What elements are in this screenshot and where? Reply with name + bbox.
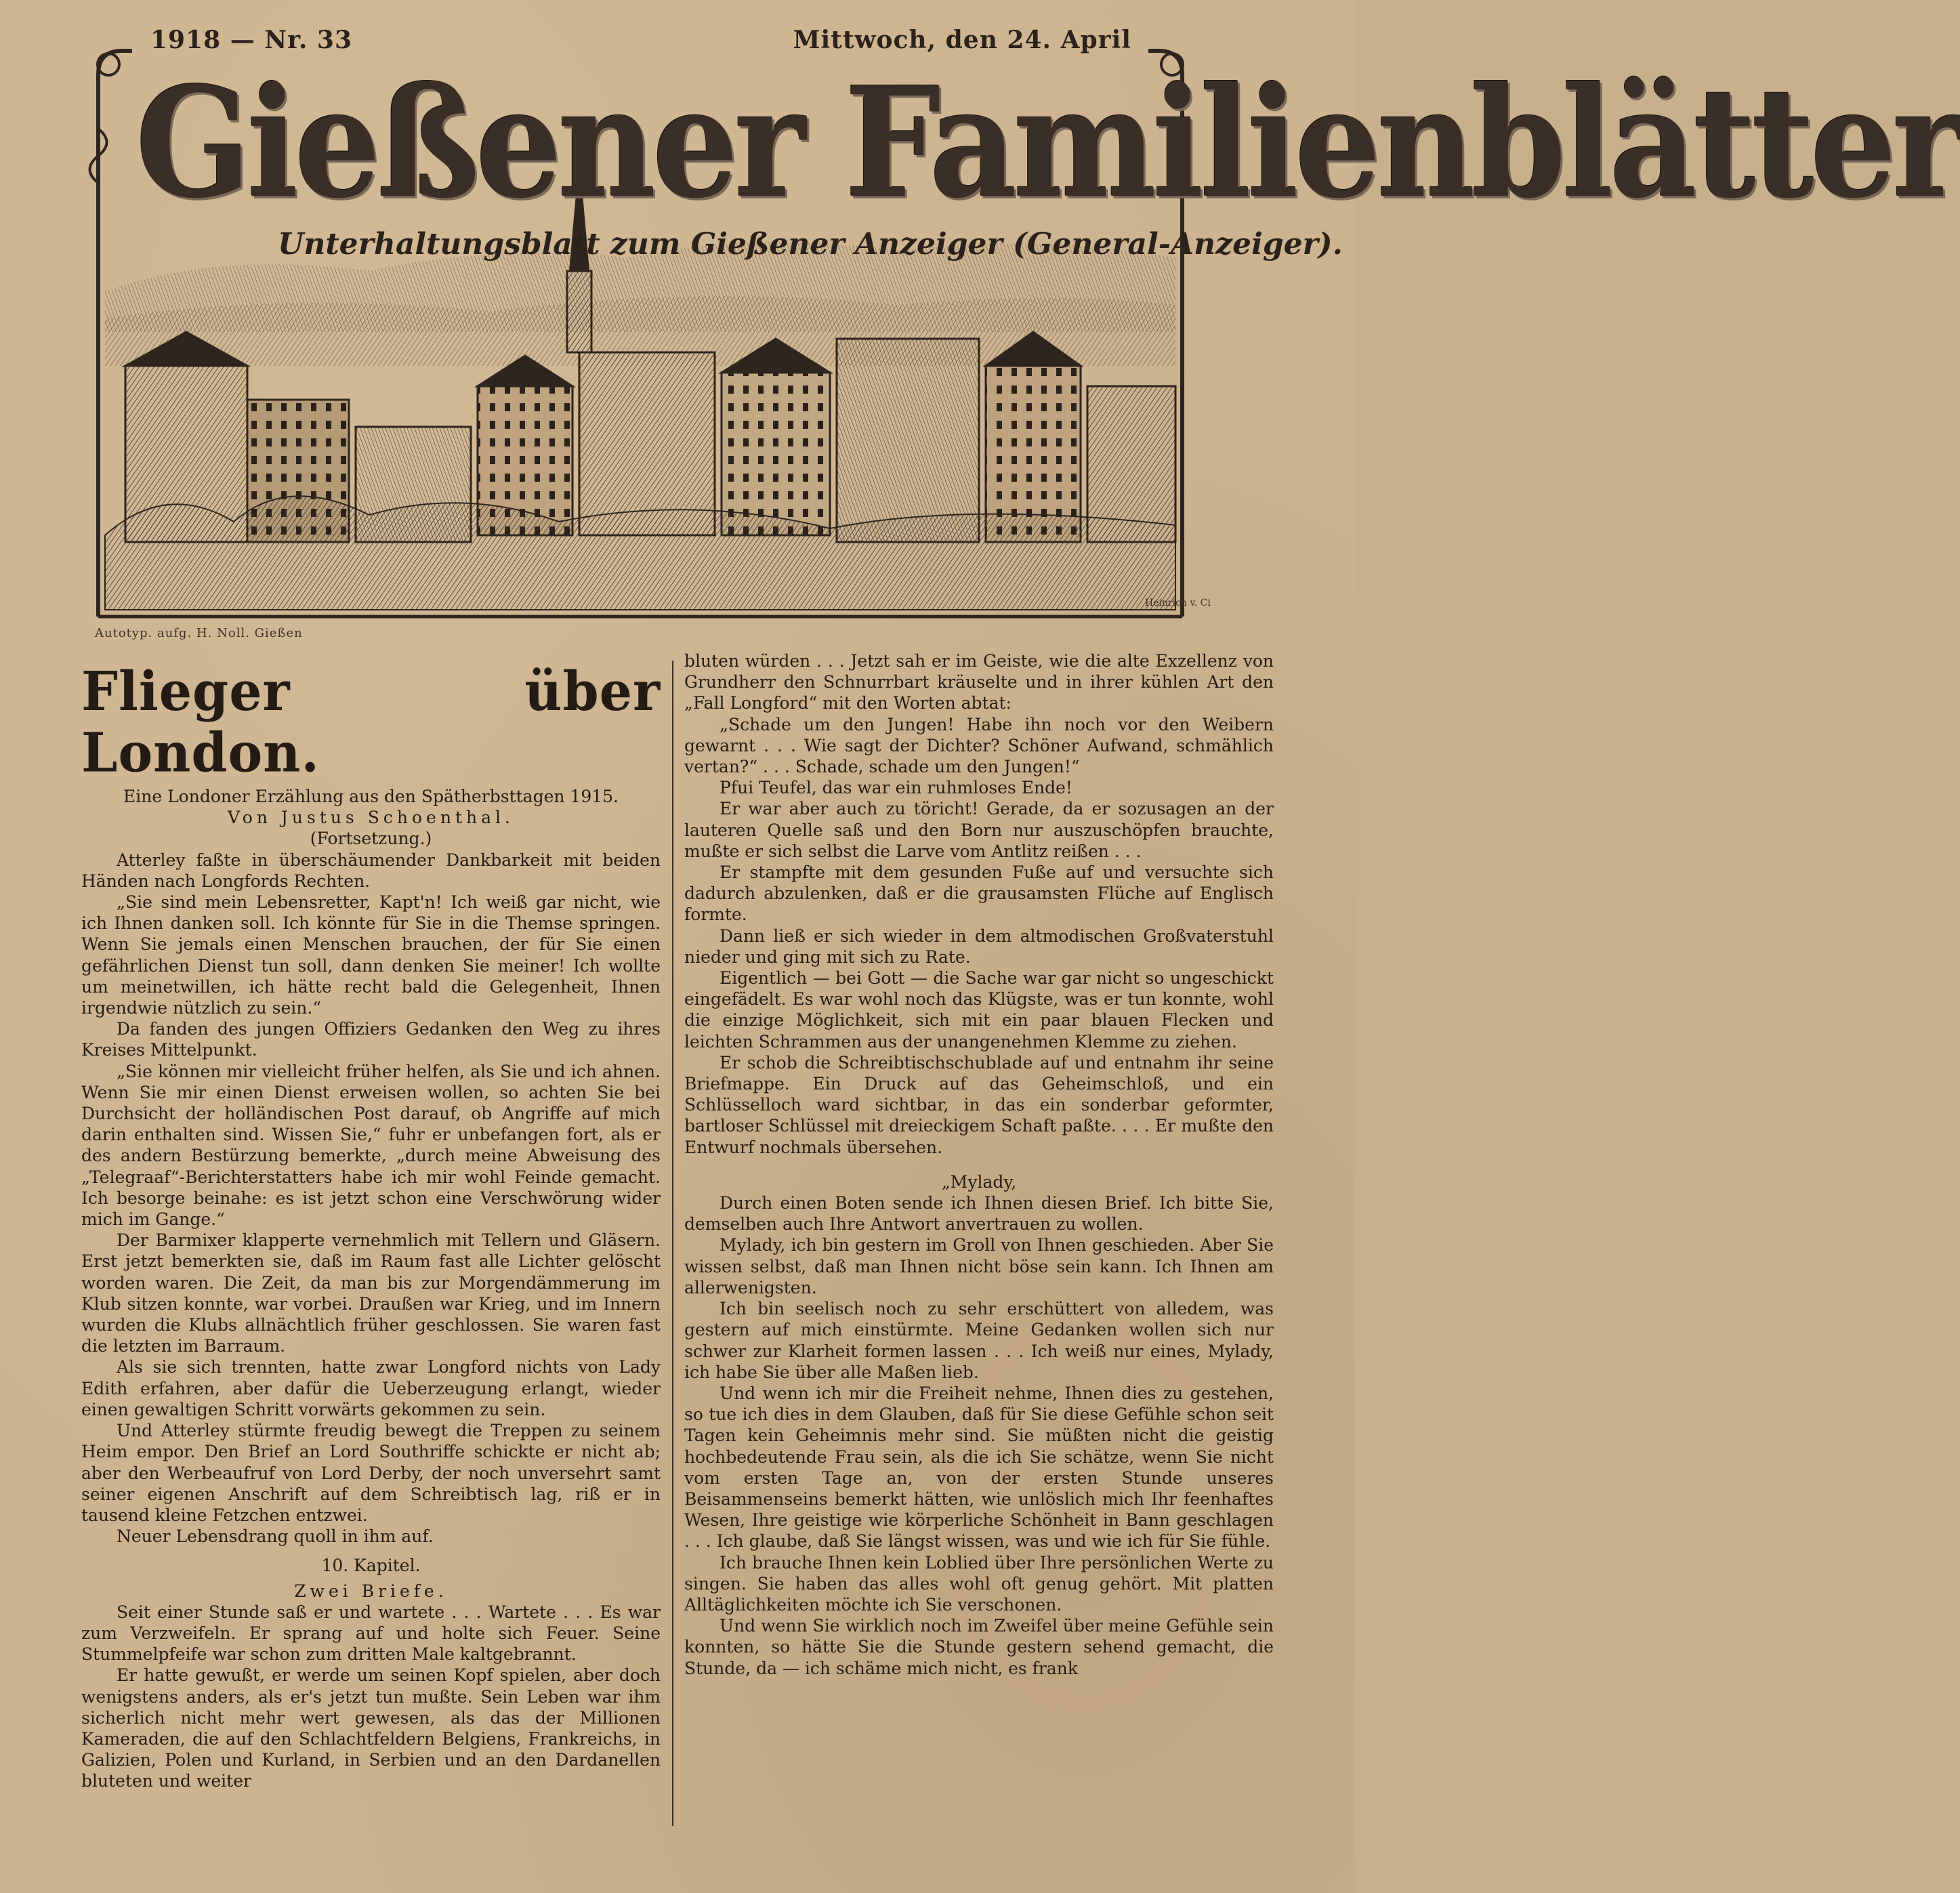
paragraph: Der Barmixer klapperte vernehmlich mit Tellern und Gläsern. Erst jetzt bemerkten sie, daß im Raum fast alle Lichter gelöscht worden waren. Die Zeit, da man bis zur Morgendämmerung im Klub sitzen konnte, war vorbei. Draußen war Krieg, und im Innern wurden die Klubs allnächtlich früher geschlossen. Sie waren fast die letzten im Barraum. xyxy=(81,1230,661,1356)
article-title: Flieger über London. xyxy=(81,659,661,785)
paragraph: Atterley faßte in überschäumender Dankbarkeit mit beiden Händen nach Longfords Rechten. xyxy=(81,850,661,891)
letter-paragraph: Ich bin seelisch noch zu sehr erschüttert von alledem, was gestern auf mich einstürmte. Meine Gedanken wollen sich nur schwer zur Klarheit formen lassen . . . Ich weiß nur eines, Mylady, ich habe Sie über alle Maßen lieb. xyxy=(684,1299,1274,1382)
letter-paragraph: Ich brauche Ihnen kein Loblied über Ihre persönlichen Werte zu singen. Sie haben das alles wohl oft genug gehört. Mit platten Alltäglichkeiten möchte ich Sie verschonen. xyxy=(684,1552,1274,1615)
paragraph: bluten würden . . . Jetzt sah er im Geiste, wie die alte Exzellenz von Grundherr den Schnurrbart kräuselte und in ihrer kühlen Art den „Fall Longford“ mit den Worten abtat: xyxy=(684,651,1274,713)
letter-paragraph: Und wenn ich mir die Freiheit nehme, Ihnen dies zu gestehen, so tue ich dies in dem Glauben, daß für Sie diese Gefühle schon seit Tagen kein Geheimnis mehr sind. Sie müßten nicht die geistig hochbedeutende Frau sein, als die ich Sie schätze, wenn Sie nicht vom ersten Tage an, von der ersten Stunde unseres Beisammenseins bemerkt hätten, wie unlöslich mich Ihr feenhaftes Wesen, Ihre geistige wie körperliche Schönheit in Bann geschlagen . . . Ich glaube, daß Sie längst wissen, was und wie ich für Sie fühle. xyxy=(684,1383,1274,1552)
paragraph: Er schob die Schreibtischschublade auf und entnahm ihr seine Briefmappe. Ein Druck auf das Geheimschloß, und ein Schlüsselloch ward sichtbar, in das ein sonderbar geformter, bartloser Schlüssel mit dreieckigem Schaft paßte. . . . Er mußte den Entwurf nochmals übersehen. xyxy=(684,1052,1274,1157)
paragraph: Und Atterley stürmte freudig bewegt die Treppen zu seinem Heim empor. Den Brief an Lord Southriffe schickte er nicht ab; aber den Werbeaufruf von Lord Derby, der noch unversehrt samt seiner eigenen Anschrift auf dem Schreibtisch lag, riß er in tausend kleine Fetzchen entzwei. xyxy=(81,1421,661,1525)
artist-signature: Heinrich v. Ci xyxy=(1145,598,1211,608)
paragraph: Neuer Lebensdrang quoll in ihm auf. xyxy=(117,1526,434,1547)
article-author: Von Justus Schoenthal. xyxy=(228,808,514,828)
paragraph: Pfui Teufel, das war ein ruhmloses Ende! xyxy=(720,778,1072,798)
paragraph: „Schade um den Jungen! Habe ihn noch vor den Weibern gewarnt . . . Wie sagt der Dichter? Schöner Aufwand, schmählich vertan?“ . . . Schade, schade um den Jungen!“ xyxy=(684,714,1274,777)
newspaper-title: Gießener Familienblätter xyxy=(135,54,1960,233)
newspaper-subtitle: Unterhaltungsblatt zum Gießener Anzeiger (General-Anzeiger). xyxy=(278,227,1343,262)
article-column-right xyxy=(684,650,1274,1679)
chapter-number: 10. Kapitel. xyxy=(321,1556,421,1576)
issue-date: Mittwoch, den 24. April xyxy=(793,26,1131,54)
column-rule xyxy=(672,661,673,1826)
paragraph: Er stampfte mit dem gesunden Fuße auf und versuchte sich dadurch abzulenken, daß er die grausamsten Flüche auf Englisch formte. xyxy=(684,862,1274,925)
letter-paragraph: Und wenn Sie wirklich noch im Zweifel über meine Gefühle sein konnten, so hätte Sie die Stunde gestern sehend gemacht, die Stunde, da — ich schäme mich nicht, es frank xyxy=(684,1616,1274,1678)
issue-number: 1918 — Nr. 33 xyxy=(150,26,352,54)
article-column-left xyxy=(81,659,661,1792)
paragraph: Er hatte gewußt, er werde um seinen Kopf spielen, aber doch wenigstens anders, als er's jetzt tun mußte. Sein Leben war ihm sicherlich nicht mehr wert gewesen, als das der Millionen Kameraden, die auf den Schlachtfeldern Belgiens, Frankreichs, in Galizien, Polen und Kurland, in Serbien und an den Dardanellen bluteten und weiter xyxy=(81,1665,661,1791)
letter-paragraph: Mylady, ich bin gestern im Groll von Ihnen geschieden. Aber Sie wissen selbst, daß man Ihnen nicht böse sein kann. Ich Ihnen am allerwenigsten. xyxy=(684,1235,1274,1297)
paragraph: „Sie können mir vielleicht früher helfen, als Sie und ich ahnen. Wenn Sie mir einen Dienst erweisen wollen, so achten Sie bei Durchsicht der holländischen Post darauf, ob Angriffe auf mich darin enthalten sind. Wissen Sie,“ fuhr er unbefangen fort, als er des andern Bestürzung bemerkte, „durch meine Abweisung des „Telegraaf“-Berichterstatters habe ich mir wohl Feinde gemacht. Ich besorge beinahe: es ist jetzt schon eine Verschwörung wider mich im Gange.“ xyxy=(81,1061,661,1230)
article-subtitle: Eine Londoner Erzählung aus den Spätherbsttagen 1915. xyxy=(123,787,619,806)
paragraph: Da fanden des jungen Offiziers Gedanken den Weg zu ihres Kreises Mittelpunkt. xyxy=(81,1019,661,1060)
paragraph: „Sie sind mein Lebensretter, Kapt'n! Ich weiß gar nicht, wie ich Ihnen danken soll. Ich könnte für Sie in die Themse springen. Wenn Sie jemals einen Menschen brauchen, der für Sie einen gefährlichen Dienst tun soll, dann denken Sie meiner! Ich wollte um meinetwillen, ich hätte recht bald die Gelegenheit, Ihnen irgendwie nützlich zu sein.“ xyxy=(81,892,661,1018)
chapter-title: Zwei Briefe. xyxy=(294,1581,448,1601)
letter-salutation: „Mylady, xyxy=(941,1171,1017,1192)
paragraph: Als sie sich trennten, hatte zwar Longford nichts von Lady Edith erfahren, aber dafür die Ueberzeugung erlangt, wieder einen gewaltigen Schritt vorwärts gekommen zu sein. xyxy=(81,1357,661,1419)
paragraph: Er war aber auch zu töricht! Gerade, da er sozusagen an der lauteren Quelle saß und den Born nur auszuschöpfen brauchte, mußte er sich selbst die Larve vom Antlitz reißen . . . xyxy=(684,799,1274,861)
letter-paragraph: Durch einen Boten sende ich Ihnen diesen Brief. Ich bitte Sie, demselben auch Ihre Antwort anvertrauen zu wollen. xyxy=(684,1193,1274,1234)
paragraph: Dann ließ er sich wieder in dem altmodischen Großvaterstuhl nieder und ging mit sich zu Rate. xyxy=(684,925,1274,967)
paragraph: Eigentlich — bei Gott — die Sache war gar nicht so ungeschickt eingefädelt. Es war wohl noch das Klügste, was er tun konnte, wohl die einzige Möglichkeit, sich mit ein paar blauen Flecken und leichten Schrammen aus der unangenehmen Klemme zu ziehen. xyxy=(684,968,1274,1052)
engraver-credit: Autotyp. aufg. H. Noll. Gießen xyxy=(95,626,303,640)
paragraph: Seit einer Stunde saß er und wartete . . . Wartete . . . Es war zum Verzweifeln. Er sprang auf und holte sich Feuer. Seine Stummelpfeife war schon zum dritten Male kaltgebrannt. xyxy=(81,1602,661,1665)
continuation-note: (Fortsetzung.) xyxy=(310,829,432,849)
